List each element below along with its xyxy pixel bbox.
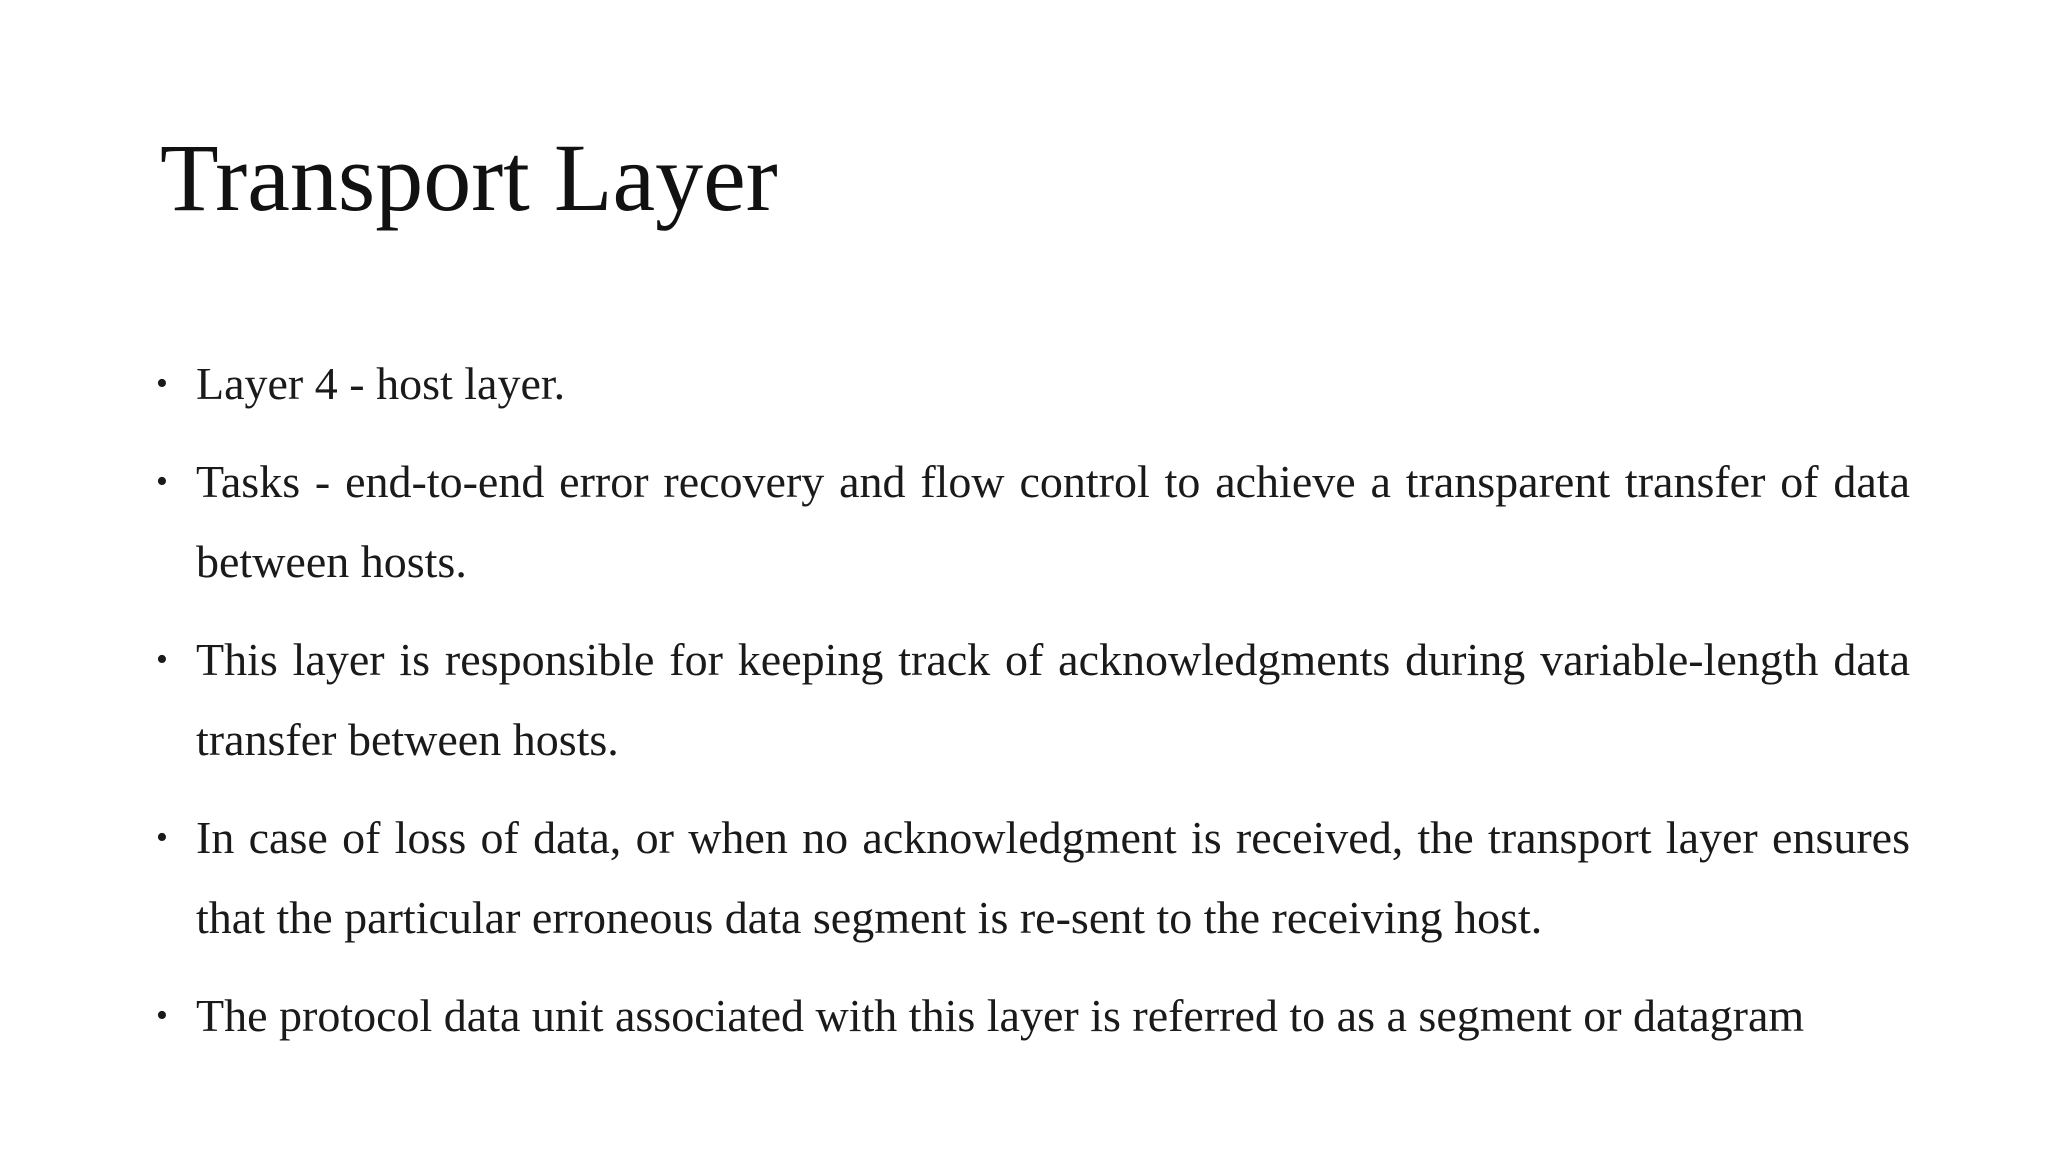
bullet-item <box>148 976 1910 1056</box>
bullet-text: Layer 4 - host layer. <box>196 358 566 409</box>
bullet-item <box>148 798 1910 958</box>
bullet-text: The protocol data unit associated with this layer is referred to as a segment or datagram <box>196 990 1805 1041</box>
bullet-icon: • <box>156 365 168 402</box>
bullet-text: In case of loss of data, or when no acknowledgment is received, the transport layer ensures that the particular erroneous data segment is re-sent to the receiving host. <box>196 812 1910 943</box>
bullet-item <box>148 344 1910 424</box>
bullet-text: Tasks - end-to-end error recovery and flow control to achieve a transparent transfer of data between hosts. <box>196 456 1910 587</box>
bullet-icon: • <box>156 819 168 856</box>
bullet-icon: • <box>156 463 168 500</box>
bullet-text: This layer is responsible for keeping track of acknowledgments during variable-length data transfer between hosts. <box>196 634 1910 765</box>
bullet-item <box>148 442 1910 602</box>
bullet-icon: • <box>156 997 168 1034</box>
bullet-list <box>148 344 1910 1074</box>
bullet-item <box>148 620 1910 780</box>
slide-title: Transport Layer <box>160 124 778 231</box>
bullet-icon: • <box>156 641 168 678</box>
